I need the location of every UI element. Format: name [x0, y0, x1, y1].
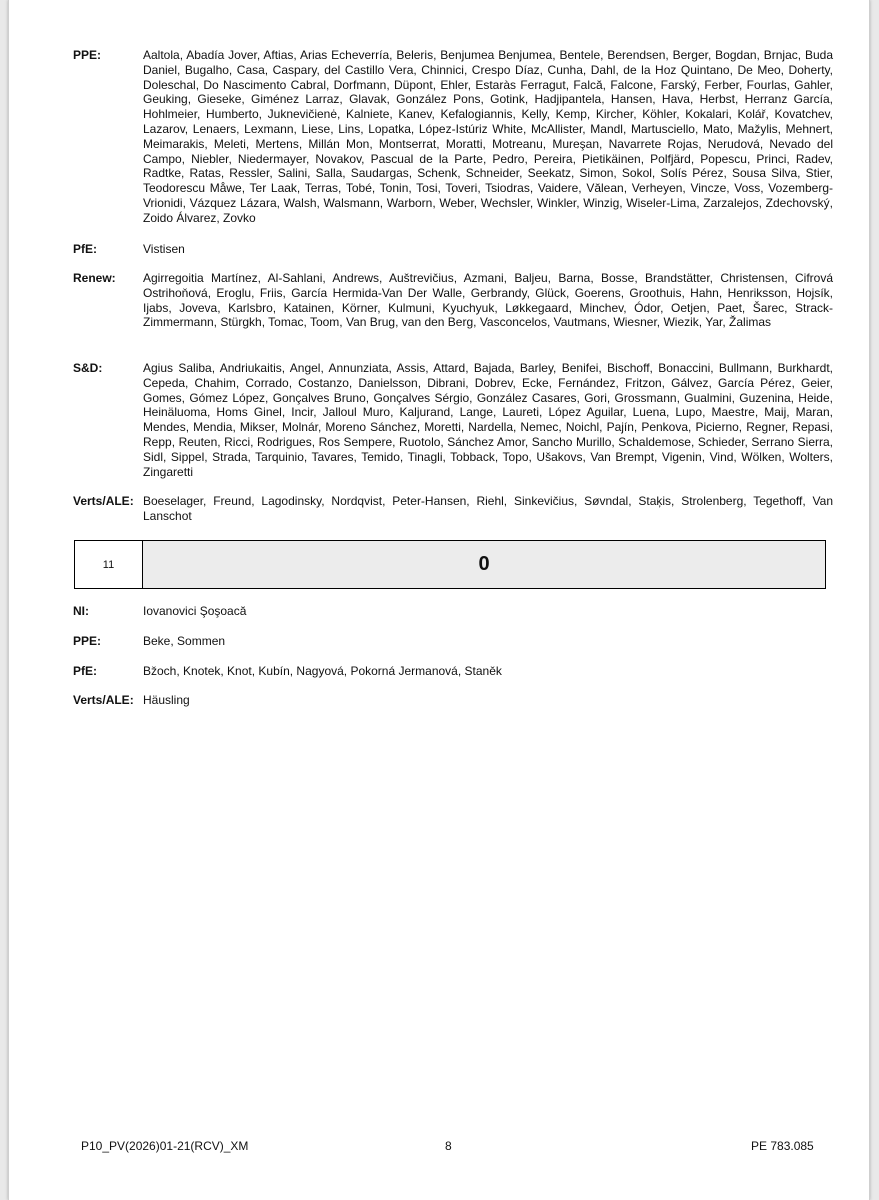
group-members: Häusling	[143, 693, 190, 707]
group-label: NI:	[73, 604, 89, 618]
group-ppe	[73, 48, 833, 226]
group-members: Boeselager, Freund, Lagodinsky, Nordqvist, Peter-Hansen, Riehl, Sinkevičius, Søvndal, Staķis, Strolenberg, Tegethoff, Van Lanschot	[143, 494, 833, 523]
group-label: PPE:	[73, 48, 102, 62]
group-label: PfE:	[73, 664, 97, 678]
vote-total: 0	[143, 541, 825, 588]
group-label: Verts/ALE:	[73, 494, 134, 508]
group-members: Iovanovici Şoşoacă	[143, 604, 247, 618]
group-pfe	[73, 242, 833, 257]
group-label: PfE:	[73, 242, 97, 256]
group-ppe-bottom	[73, 634, 833, 649]
document-page	[8, 0, 870, 1200]
group-label: PPE:	[73, 634, 102, 648]
group-ni	[73, 604, 833, 619]
group-label: S&D:	[73, 361, 103, 375]
group-members: Agirregoitia Martínez, Al-Sahlani, Andrews, Auštrevičius, Azmani, Baljeu, Barna, Bosse, Brandstätter, Christensen, Cifrová Ostrihoňová, Eroglu, Friis, García Hermida-Van Der Walle, Gerbrandy, Glück, Goerens, Groothuis, Hahn, Henriksson, Hojsík, Ijabs, Joveva, Karlsbro, Katainen, Körner, Kulmuni, Kyuchyuk, Løkkegaard, Minchev, Ódor, Oetjen, Paet, Šarec, Strack-Zimmermann, Stürgkh, Tomac, Toom, Van Brug, van den Berg, Vasconcelos, Vautmans, Wiesner, Wiezik, Yar, Žalimas	[143, 271, 833, 330]
footer-reference: P10_PV(2026)01-21(RCV)_XM	[81, 1139, 249, 1153]
group-verts-ale-bottom	[73, 693, 833, 708]
group-members: Bžoch, Knotek, Knot, Kubín, Nagyová, Pokorná Jermanová, Staněk	[143, 664, 502, 678]
group-label: Verts/ALE:	[73, 693, 134, 707]
group-sd	[73, 361, 833, 479]
group-members: Aaltola, Abadía Jover, Aftias, Arias Echeverría, Beleris, Benjumea Benjumea, Bentele, Berendsen, Berger, Bogdan, Brnjac, Buda Daniel, Bugalho, Casa, Caspary, del Castillo Vera, Chinnici, Crespo Díaz, Cunha, Dahl, de la Hoz Quintano, De Meo, Doherty, Doleschal, Do Nascimento Cabral, Dorfmann, Düpont, Ehler, Estaràs Ferragut, Falcă, Falcone, Farský, Ferber, Fourlas, Gahler, Geuking, Gieseke, Giménez Larraz, Glavak, González Pons, Gotink, Hadjipantela, Hansen, Hava, Herbst, Herranz García, Hohlmeier, Humberto, Juknevičienė, Kalniete, Kanev, Kefalogiannis, Kelly, Kemp, Kircher, Köhler, Kokalari, Kolář, Kovatchev, Lazarov, Lenaers, Lexmann, Liese, Lins, Lopatka, López-Istúriz White, McAllister, Mandl, Martusciello, Mato, Mažylis, Mehnert, Meimarakis, Meleti, Mertens, Millán Mon, Montserrat, Moratti, Motreanu, Mureşan, Navarrete Rojas, Nerudová, Nevado del Campo, Niebler, Niedermayer, Novakov, Pascual de la Parte, Pedro, Pereira, Pietikäinen, Polfjärd, Popescu, Princi, Radev, Radtke, Ratas, Ressler, Salini, Salla, Saudargas, Schenk, Schneider, Seekatz, Simon, Sokol, Solís Pérez, Sousa Silva, Stier, Teodorescu Måwe, Ter Laak, Terras, Tobé, Tonin, Tosi, Toveri, Tsiodras, Vaidere, Vălean, Verheyen, Vincze, Voss, Vozemberg-Vrionidi, Vázquez Lázara, Walsh, Walsmann, Warborn, Weber, Wechsler, Winkler, Winzig, Wiseler-Lima, Zarzalejos, Zdechovský, Zoido Álvarez, Zovko	[143, 48, 833, 225]
footer-pe-number: PE 783.085	[751, 1139, 814, 1153]
group-members: Beke, Sommen	[143, 634, 226, 648]
footer-page-number: 8	[445, 1139, 452, 1153]
group-pfe-bottom	[73, 664, 833, 679]
vote-count: 11	[75, 541, 143, 588]
group-members: Vistisen	[143, 242, 185, 256]
group-renew	[73, 271, 833, 330]
vote-result-box	[74, 540, 826, 589]
group-members: Agius Saliba, Andriukaitis, Angel, Annunziata, Assis, Attard, Bajada, Barley, Benifei, Bischoff, Bonaccini, Bullmann, Burkhardt, Cepeda, Chahim, Corrado, Costanzo, Danielsson, Dibrani, Dobrev, Ecke, Fernández, Fritzon, Gálvez, García Pérez, Geier, Gomes, Gómez López, Gonçalves Bruno, Gonçalves Sérgio, González Casares, Gori, Grossmann, Gualmini, Guzenina, Heide, Heinäluoma, Homs Ginel, Incir, Jalloul Muro, Kaljurand, Lange, Laureti, López Aguilar, Luena, Lupo, Maestre, Maij, Maran, Mendes, Mendia, Mikser, Molnár, Moreno Sánchez, Moretti, Nardella, Nemec, Noichl, Pajín, Penkova, Picierno, Regner, Repasi, Repp, Reuten, Ricci, Rodrigues, Ros Sempere, Ruotolo, Sánchez Amor, Sancho Murillo, Schaldemose, Schieder, Serrano Sierra, Sidl, Sippel, Strada, Tarquinio, Tavares, Temido, Tinagli, Tobback, Topo, Ušakovs, Van Brempt, Vigenin, Vind, Wölken, Wolters, Zingaretti	[143, 361, 833, 479]
group-verts-ale	[73, 494, 833, 524]
group-label: Renew:	[73, 271, 116, 285]
